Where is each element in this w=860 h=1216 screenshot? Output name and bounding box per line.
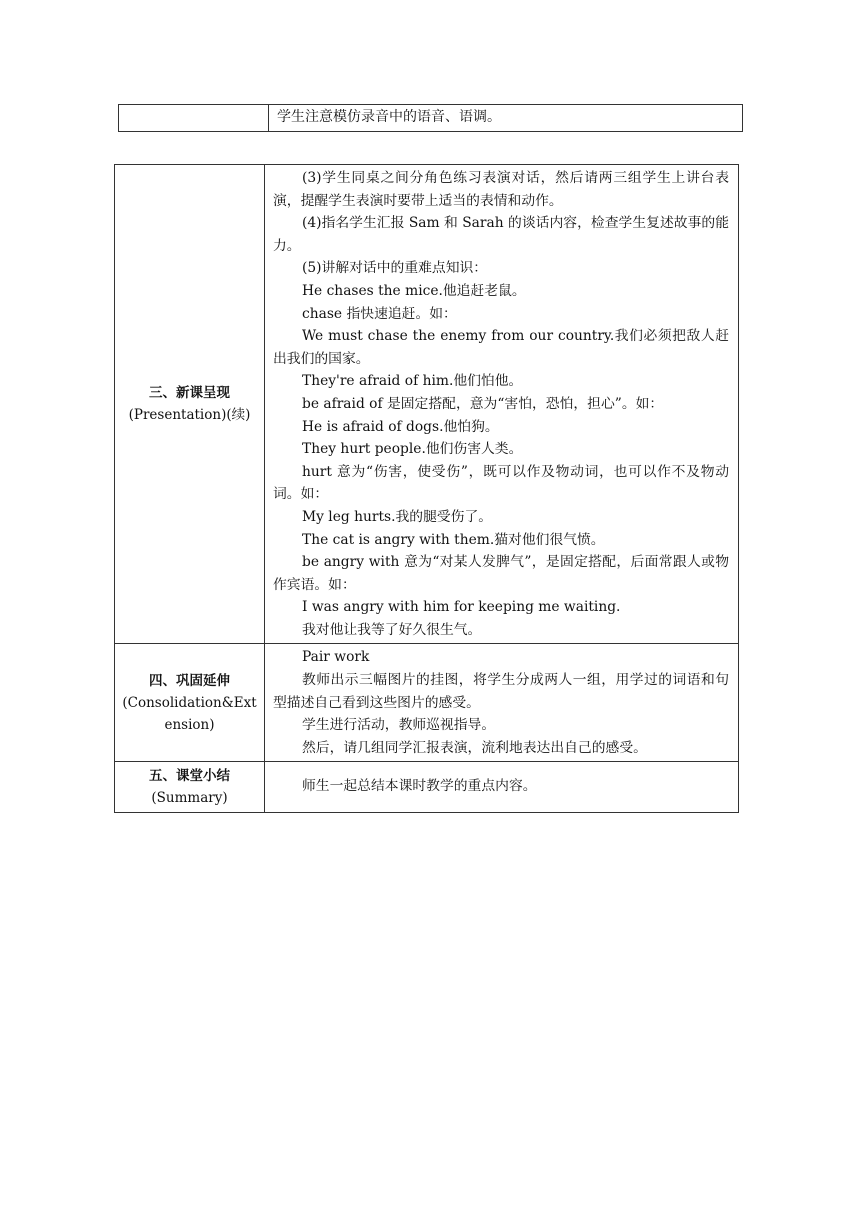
content-line: I was angry with him for keeping me waiting. [302, 599, 621, 616]
content-line: They hurt people.他们伤害人类。 [302, 441, 523, 458]
content-cell [265, 165, 739, 644]
stage-cell [115, 165, 265, 644]
content-line: The cat is angry with them.猫对他们很气愤。 [302, 531, 605, 548]
content-line: He chases the mice.他追赶老鼠。 [302, 282, 526, 299]
content-line: (3)学生同桌之间分角色练习表演对话，然后请两三组学生上讲台表演，提醒学生表演时要带上适当的表情和动作。 [273, 170, 729, 209]
top-table [118, 104, 743, 132]
table-row-summary [115, 762, 739, 813]
content-line: be angry with 意为“对某人发脾气”，是固定搭配，后面常跟人或物作宾语。如： [273, 554, 729, 593]
content-line: (5)讲解对话中的重难点知识： [302, 260, 488, 277]
table-row-presentation [115, 165, 739, 644]
stage-cell [115, 762, 265, 813]
content-line: They're afraid of him.他们怕他。 [302, 373, 523, 390]
content-line: 我对他让我等了好久很生气。 [302, 621, 482, 638]
table-row [119, 105, 743, 132]
content-line: 教师出示三幅图片的挂图，将学生分成两人一组，用学过的词语和句型描述自己看到这些图片的感受。 [273, 672, 729, 711]
stage-cell [115, 644, 265, 762]
stage-subtitle: (Summary) [151, 790, 228, 807]
content-line: 学生注意模仿录音中的语音、语调。 [277, 109, 501, 125]
stage-cell-empty [119, 105, 269, 132]
stage-title: 四、巩固延伸 [149, 672, 230, 689]
lesson-table [114, 164, 739, 813]
content-line: be afraid of 是固定搭配，意为“害怕，恐怕，担心”。如： [302, 395, 664, 412]
content-cell [265, 762, 739, 813]
stage-subtitle: (Presentation)(续) [128, 407, 251, 424]
stage-title: 三、新课呈现 [149, 385, 230, 402]
stage-subtitle: (Consolidation&Extension) [122, 694, 257, 733]
stage-title: 五、课堂小结 [149, 768, 230, 785]
content-cell [265, 644, 739, 762]
content-line: 师生一起总结本课时教学的重点内容。 [302, 778, 537, 795]
content-line: (4)指名学生汇报 Sam 和 Sarah 的谈话内容，检查学生复述故事的能力。 [273, 215, 729, 254]
content-cell [269, 105, 743, 132]
content-line: chase 指快速追赶。如： [302, 305, 457, 322]
content-line: 学生进行活动，教师巡视指导。 [302, 717, 496, 734]
content-line: hurt 意为“伤害，使受伤”，既可以作及物动词，也可以作不及物动词。如： [273, 463, 729, 503]
table-row-consolidation [115, 644, 739, 762]
content-line: Pair work [302, 649, 370, 666]
content-line: He is afraid of dogs.他怕狗。 [302, 418, 499, 435]
content-line: 然后，请几组同学汇报表演，流利地表达出自己的感受。 [302, 739, 647, 756]
content-line: My leg hurts.我的腿受伤了。 [302, 508, 493, 525]
content-line: We must chase the enemy from our country.我们必须把敌人赶出我们的国家。 [273, 328, 729, 367]
